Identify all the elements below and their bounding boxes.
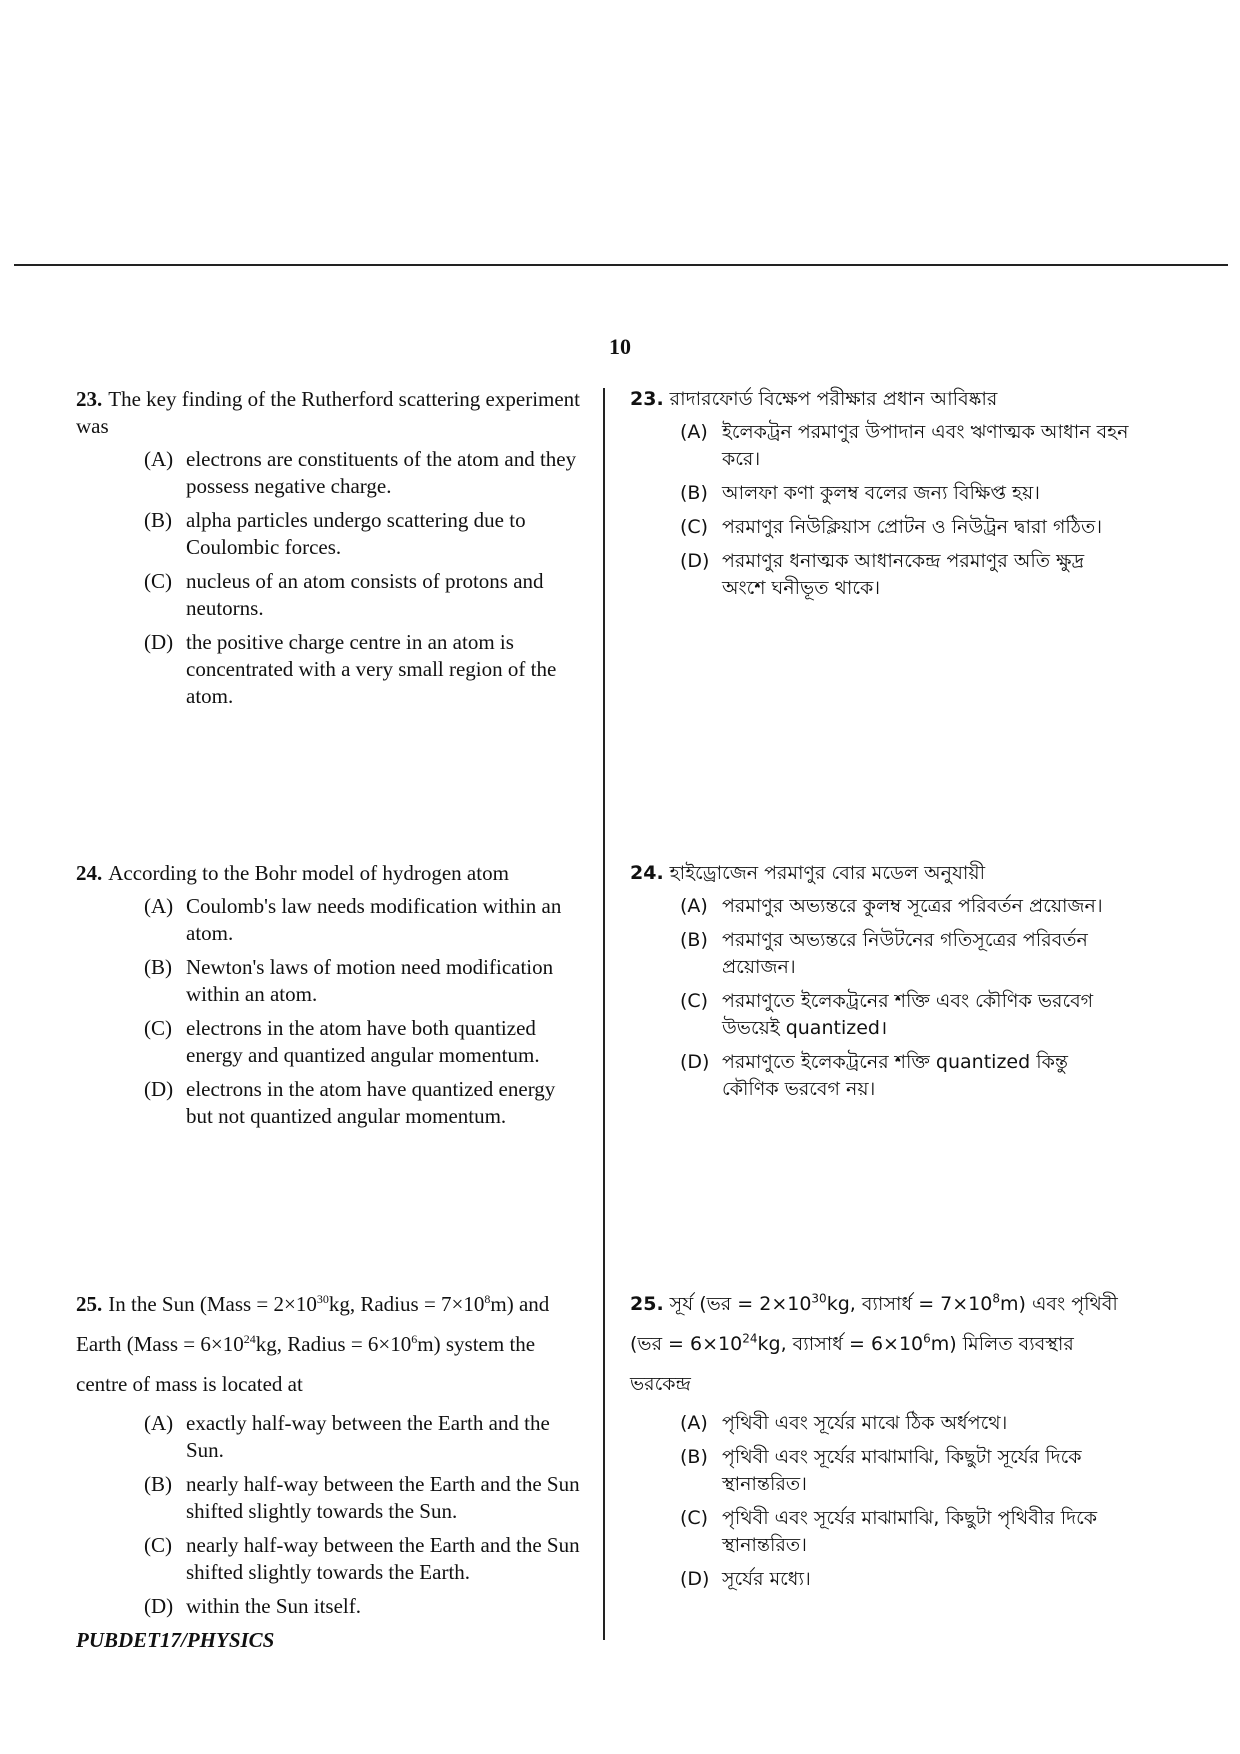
option-a: (A) ইলেকট্রন পরমাণুর উপাদান এবং ঋণাত্মক আধান বহন করে। <box>680 421 1129 470</box>
option-a: (A) exactly half-way between the Earth and the Sun. <box>144 1411 550 1462</box>
page-number: 10 <box>609 334 631 359</box>
option-d: (D) সূর্যের মধ্যে। <box>680 1568 811 1590</box>
question-23-bn <box>630 386 1130 609</box>
question-number: 25. <box>630 1293 664 1315</box>
question-number: 24. <box>630 862 664 884</box>
question-stem: রাদারফোর্ড বিক্ষেপ পরীক্ষার প্রধান আবিষ্কার <box>669 388 998 410</box>
footer-code: PUBDET17/PHYSICS <box>76 1628 275 1652</box>
option-b: (B) আলফা কণা কুলম্ব বলের জন্য বিক্ষিপ্ত হয়। <box>680 482 1040 504</box>
option-b: (B) nearly half-way between the Earth and the Sun shifted slightly towards the Sun. <box>144 1472 580 1523</box>
question-24-en <box>76 860 581 1137</box>
question-25-en: 25. In the Sun (Mass = $2\times 10^{30}kg$, Radius = $7\times 10^8m$) and Earth (Mass = $6\times 10^{24}kg$, Radius = $6\times 10^6m$) system the centre of mass is located at (A) exactly half-way between the Earth and the Sun. (B) nearly half-way between the Earth and the Sun shifted slightly towards the Sun. (C) nearly half-way between the Earth and the Sun shifted slightly towards the Earth. (D) within the Sun itself. <box>76 1292 580 1618</box>
question-stem: According to the Bohr model of hydrogen atom <box>108 861 509 885</box>
question-25-bn: 25. সূর্য (ভর = $2\times 10^{30}kg$, ব্যাসার্ধ = $7\times 10^8m$) এবং পৃথিবী (ভর = $6\times 10^{24}kg$, ব্যাসার্ধ = $6\times 10^6m$) মিলিত ব্যবস্থার ভরকেন্দ্র (A) পৃথিবী এবং সূর্যের মাঝে ঠিক অর্ধপথে। (B) পৃথিবী এবং সূর্যের মাঝামাঝি, কিছুটা সূর্যের দিকে স্থানান্তরিত। (C) পৃথিবী এবং সূর্যের মাঝামাঝি, কিছুটা পৃথিবীর দিকে স্থানান্তরিত। (D) সূর্যের মধ্যে। <box>630 1284 1130 1600</box>
option-a: (A) electrons are constituents of the atom and they possess negative charge. <box>144 447 577 498</box>
option-a: (A) পৃথিবী এবং সূর্যের মাঝে ঠিক অর্ধপথে। <box>680 1412 1008 1434</box>
english-column <box>76 386 581 1616</box>
column-divider <box>603 388 605 1640</box>
question-number: 25. <box>76 1292 103 1316</box>
option-b: (B) alpha particles undergo scattering due to Coulombic forces. <box>144 508 526 559</box>
question-number: 24. <box>76 861 103 885</box>
option-c: (C) পরমাণুর নিউক্লিয়াস প্রোটন ও নিউট্রন দ্বারা গঠিত। <box>680 516 1103 538</box>
option-a: (A) Coulomb's law needs modification within an atom. <box>144 894 562 945</box>
option-c: (C) পৃথিবী এবং সূর্যের মাঝামাঝি, কিছুটা পৃথিবীর দিকে স্থানান্তরিত। <box>680 1507 1098 1556</box>
option-b: (B) পরমাণুর অভ্যন্তরে নিউটনের গতিসূত্রের পরিবর্তন প্রয়োজন। <box>680 929 1088 978</box>
option-c: (C) nearly half-way between the Earth and the Sun shifted slightly towards the Earth. <box>144 1533 580 1584</box>
question-number: 23. <box>630 388 664 410</box>
option-b: (B) Newton's laws of motion need modification within an atom. <box>144 955 554 1006</box>
option-d: (D) the positive charge centre in an atom is concentrated with a very small region of the atom. <box>144 630 557 708</box>
question-stem: হাইড্রোজেন পরমাণুর বোর মডেল অনুযায়ী <box>669 862 986 884</box>
option-c: (C) পরমাণুতে ইলেকট্রনের শক্তি এবং কৌণিক ভরবেগ উভয়েই quantized। <box>680 990 1094 1039</box>
question-stem: The key finding of the Rutherford scattering experiment was <box>76 387 581 438</box>
question-number: 23. <box>76 387 103 411</box>
option-c: (C) electrons in the atom have both quantized energy and quantized angular momentum. <box>144 1016 540 1067</box>
option-d: (D) পরমাণুতে ইলেকট্রনের শক্তি quantized কিন্তু কৌণিক ভরবেগ নয়। <box>680 1051 1069 1100</box>
question-24-bn <box>630 860 1130 1110</box>
option-d: (D) পরমাণুর ধনাত্মক আধানকেন্দ্র পরমাণুর অতি ক্ষুদ্র অংশে ঘনীভূত থাকে। <box>680 550 1085 599</box>
question-23-en <box>76 386 581 717</box>
option-c: (C) nucleus of an atom consists of protons and neutorns. <box>144 569 544 620</box>
option-a: (A) পরমাণুর অভ্যন্তরে কুলম্ব সূত্রের পরিবর্তন প্রয়োজন। <box>680 895 1103 917</box>
option-d: (D) within the Sun itself. <box>144 1594 361 1618</box>
option-d: (D) electrons in the atom have quantized energy but not quantized angular momentum. <box>144 1077 556 1128</box>
option-b: (B) পৃথিবী এবং সূর্যের মাঝামাঝি, কিছুটা সূর্যের দিকে স্থানান্তরিত। <box>680 1446 1082 1495</box>
bengali-column <box>630 386 1130 1616</box>
top-rule <box>14 264 1228 266</box>
